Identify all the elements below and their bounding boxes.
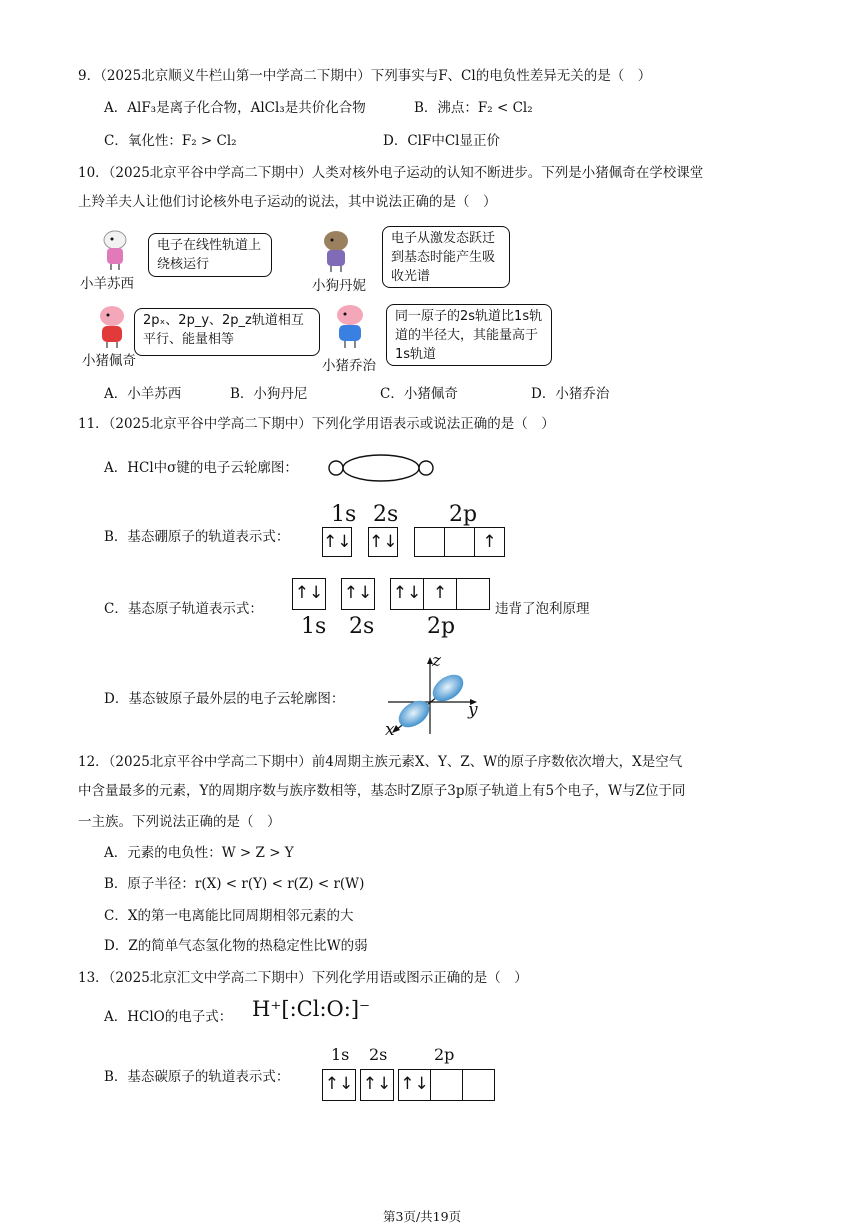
pig-peppa-figure bbox=[94, 304, 130, 348]
orbital-box-2p-1: ↑↓ bbox=[398, 1069, 431, 1101]
orbital-box-1s: ↑↓ bbox=[292, 578, 326, 610]
sheep-figure bbox=[100, 228, 130, 270]
orbital-box-2p-2: ↑ bbox=[423, 578, 457, 610]
orbital-label-1s: 1s bbox=[301, 614, 327, 639]
orbital-box-2p-3: ↑ bbox=[474, 527, 505, 557]
orbital-box-2p-2 bbox=[444, 527, 475, 557]
q12-stem-line2: 中含量最多的元素，Y的周期序数与族序数相等，基态时Z原子3p原子轨道上有5个电子，W与Z位于同 bbox=[78, 783, 686, 799]
q11-option-a: A．HCl中σ键的电子云轮廓图： bbox=[104, 460, 298, 476]
q13-option-a: A．HClO的电子式： bbox=[104, 1009, 233, 1025]
orbital-label-2p: 2p bbox=[449, 502, 478, 527]
orbital-box-1s: ↑↓ bbox=[322, 527, 352, 557]
q9-option-a: A．AlF₃是离子化合物，AlCl₃是共价化合物 bbox=[104, 100, 366, 116]
speech-bubble-george: 同一原子的2s轨道比1s轨道的半径大，其能量高于1s轨道 bbox=[386, 304, 552, 366]
speech-bubble-sheep: 电子在线性轨道上绕核运行 bbox=[148, 233, 272, 277]
q10-option-b: B．小狗丹尼 bbox=[230, 386, 308, 402]
q12-option-a: A．元素的电负性：W > Z > Y bbox=[104, 845, 294, 861]
orbital-box-2p-3 bbox=[462, 1069, 495, 1101]
q10-option-d: D．小猪乔治 bbox=[531, 386, 610, 402]
orbital-box-2s: ↑↓ bbox=[341, 578, 375, 610]
q9-option-c: C．氧化性：F₂ > Cl₂ bbox=[104, 133, 237, 149]
hclo-electron-formula: H⁺[:Cl:O:]⁻ bbox=[252, 997, 371, 1021]
q11-option-c-tail: 违背了泡利原理 bbox=[495, 601, 590, 617]
q11-option-b: B．基态硼原子的轨道表示式： bbox=[104, 529, 290, 545]
q10-stem-line2: 上羚羊夫人让他们讨论核外电子运动的说法，其中说法正确的是（ ） bbox=[78, 194, 497, 210]
speech-bubble-dog: 电子从激发态跃迁到基态时能产生吸收光谱 bbox=[382, 226, 510, 288]
q11-option-d: D．基态铍原子最外层的电子云轮廓图： bbox=[104, 691, 345, 707]
q10-option-c: C．小猪佩奇 bbox=[380, 386, 458, 402]
sigma-bond-cloud-diagram bbox=[325, 453, 437, 483]
q12-stem-line1: 12．（2025北京平谷中学高二下期中）前4周期主族元素X、Y、Z、W的原子序数依次增大，X是空气 bbox=[78, 754, 683, 770]
q12-option-b: B．原子半径：r(X) < r(Y) < r(Z) < r(W) bbox=[104, 876, 365, 892]
q12-option-d: D．Z的简单气态氢化物的热稳定性比W的弱 bbox=[104, 938, 368, 954]
q9-stem: 9．（2025北京顺义牛栏山第一中学高二下期中）下列事实与F、Cl的电负性差异无关的是（ ） bbox=[78, 68, 652, 84]
q11-stem: 11．（2025北京平谷中学高二下期中）下列化学用语表示或说法正确的是（ ） bbox=[78, 416, 555, 432]
dog-figure bbox=[318, 228, 354, 272]
q10-option-a: A．小羊苏西 bbox=[104, 386, 182, 402]
q9-option-b: B．沸点：F₂ < Cl₂ bbox=[414, 100, 533, 116]
orbital-label-2s: 2s bbox=[373, 502, 399, 527]
axis-y-label: y bbox=[468, 700, 478, 720]
orbital-label-1s: 1s bbox=[331, 1045, 350, 1064]
orbital-label-2p: 2p bbox=[427, 614, 456, 639]
orbital-label-1s: 1s bbox=[331, 502, 357, 527]
q13-option-b: B．基态碳原子的轨道表示式： bbox=[104, 1069, 290, 1085]
orbital-label-2s: 2s bbox=[369, 1045, 388, 1064]
q12-option-c: C．X的第一电离能比同周期相邻元素的大 bbox=[104, 908, 354, 924]
q12-stem-line3: 一主族。下列说法正确的是（ ） bbox=[78, 814, 281, 830]
axis-x-label: x bbox=[385, 720, 395, 740]
orbital-box-2s: ↑↓ bbox=[368, 527, 398, 557]
q13-stem: 13．（2025北京汇文中学高二下期中）下列化学用语或图示正确的是（ ） bbox=[78, 970, 528, 986]
orbital-box-2s: ↑↓ bbox=[360, 1069, 394, 1101]
orbital-label-2p: 2p bbox=[434, 1045, 455, 1064]
orbital-box-2p-2 bbox=[430, 1069, 463, 1101]
orbital-box-2p-1 bbox=[414, 527, 445, 557]
page-footer: 第3页/共19页 bbox=[383, 1209, 462, 1224]
q10-stem-line1: 10．（2025北京平谷中学高二下期中）人类对核外电子运动的认知不断进步。下列是小猪佩奇在学校课堂 bbox=[78, 165, 704, 181]
orbital-box-2p-1: ↑↓ bbox=[390, 578, 424, 610]
character-name-peppa: 小猪佩奇 bbox=[82, 353, 136, 369]
orbital-box-1s: ↑↓ bbox=[322, 1069, 356, 1101]
character-name-george: 小猪乔治 bbox=[322, 358, 376, 374]
orbital-box-2p-3 bbox=[456, 578, 490, 610]
pig-george-figure bbox=[330, 302, 370, 348]
character-name-dog: 小狗丹妮 bbox=[312, 278, 366, 294]
character-name-sheep: 小羊苏西 bbox=[80, 276, 134, 292]
orbital-label-2s: 2s bbox=[349, 614, 375, 639]
axis-z-label: z bbox=[432, 651, 441, 671]
q9-option-d: D．ClF中Cl显正价 bbox=[383, 133, 500, 149]
speech-bubble-peppa: 2pₓ、2p_y、2p_z轨道相互平行、能量相等 bbox=[134, 308, 320, 356]
q11-option-c: C．基态原子轨道表示式： bbox=[104, 601, 263, 617]
